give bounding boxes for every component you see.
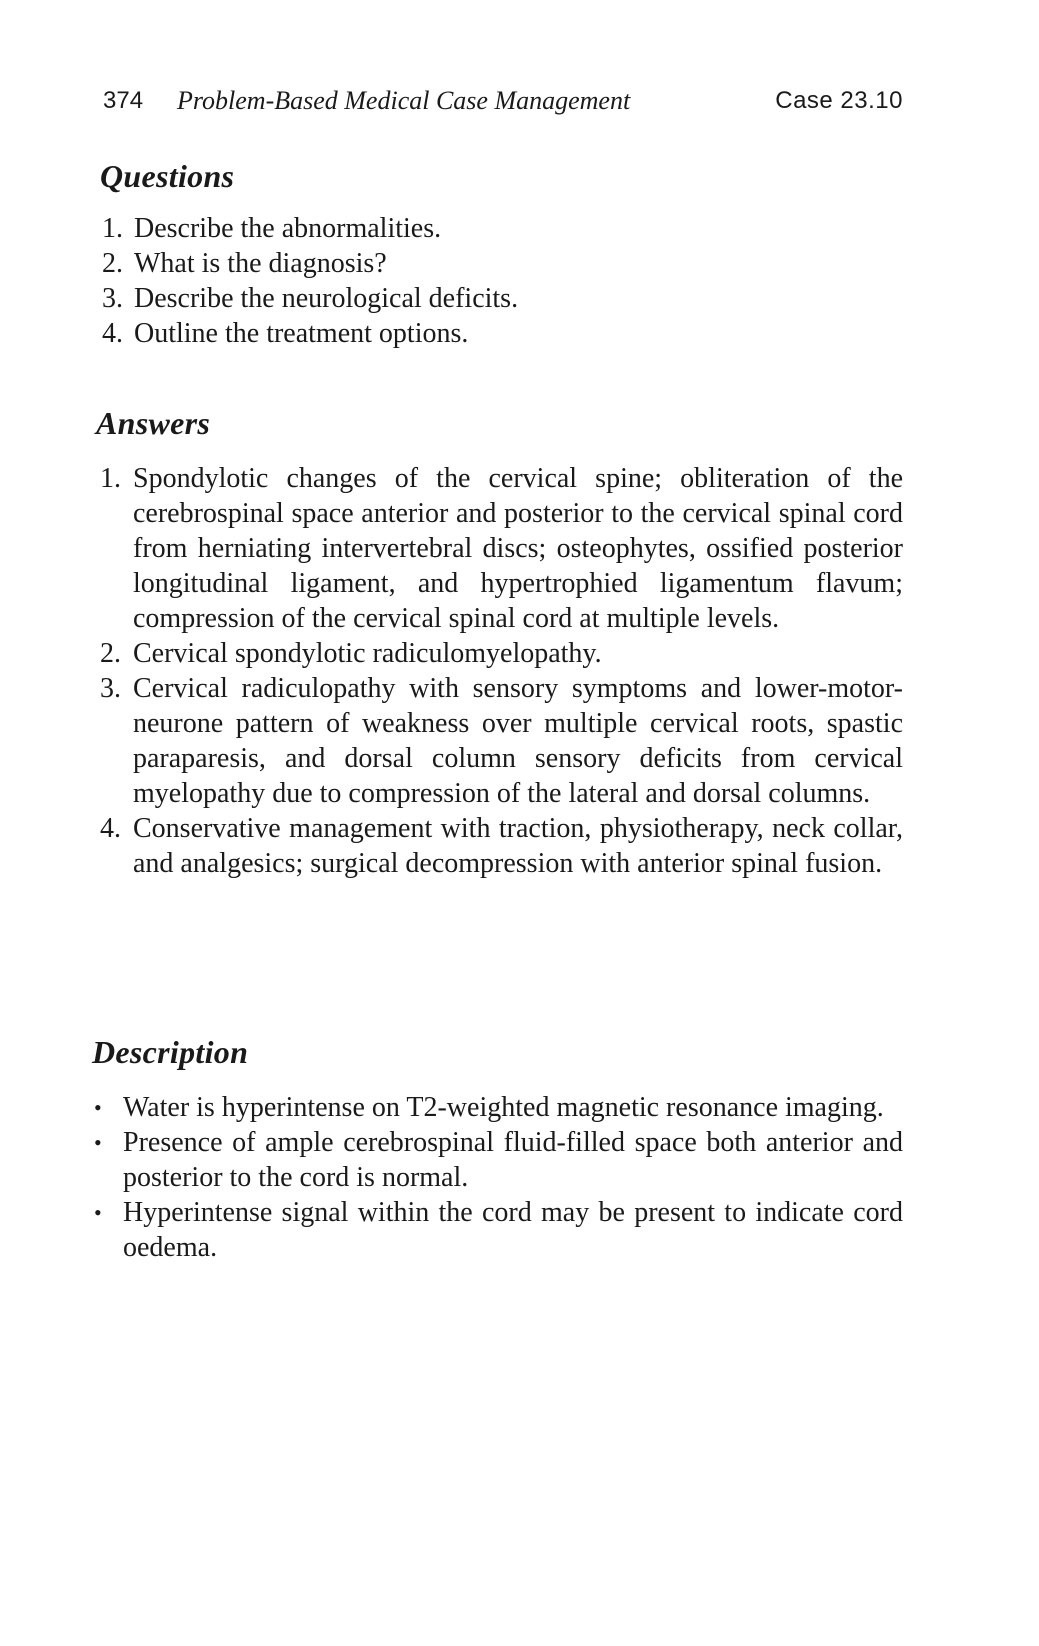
answer-text: Cervical spondylotic radiculomyelopathy. bbox=[133, 638, 602, 669]
bullet-icon: • bbox=[94, 1130, 102, 1155]
questions-list bbox=[96, 211, 903, 351]
answer-number: 3. bbox=[100, 673, 121, 704]
question-item bbox=[96, 246, 903, 281]
answer-item bbox=[96, 671, 903, 811]
question-text: What is the diagnosis? bbox=[134, 248, 387, 279]
description-text: Water is hyperintense on T2-weighted magnetic resonance imaging. bbox=[123, 1092, 884, 1123]
question-item bbox=[96, 211, 903, 246]
bullet-icon: • bbox=[94, 1200, 102, 1225]
questions-heading: Questions bbox=[100, 158, 235, 194]
page-number: 374 bbox=[103, 87, 144, 114]
answer-number: 2. bbox=[100, 638, 121, 669]
answer-item bbox=[96, 636, 903, 671]
running-head bbox=[103, 84, 903, 118]
answer-number: 1. bbox=[100, 463, 121, 494]
answer-item bbox=[96, 461, 903, 636]
answer-item bbox=[96, 811, 903, 881]
case-label: Case 23.10 bbox=[775, 87, 903, 114]
question-item bbox=[96, 316, 903, 351]
question-text: Describe the abnormalities. bbox=[134, 213, 442, 244]
description-list bbox=[92, 1090, 903, 1265]
question-number: 2. bbox=[102, 248, 123, 279]
description-item bbox=[92, 1090, 903, 1125]
questions-section bbox=[96, 156, 903, 351]
answers-list bbox=[96, 461, 903, 881]
description-item bbox=[92, 1125, 903, 1195]
book-title: Problem-Based Medical Case Management bbox=[177, 86, 631, 115]
description-text: Hyperintense signal within the cord may be present to indicate cord oedema. bbox=[123, 1197, 903, 1263]
answer-text: Cervical radiculopathy with sensory symptoms and lower-motor-neurone pattern of weakness over multiple cervical roots, spastic paraparesis, and dorsal column sensory deficits from cervical myelopathy due to compression of the lateral and dorsal columns. bbox=[133, 673, 903, 809]
answer-text: Spondylotic changes of the cervical spine; obliteration of the cerebrospinal space anterior and posterior to the cervical spinal cord from herniating intervertebral discs; osteophytes, ossified posterior longitudinal ligament, and hypertrophied ligamentum flavum; compression of the cervical spinal cord at multiple levels. bbox=[133, 463, 903, 634]
description-item bbox=[92, 1195, 903, 1265]
question-text: Describe the neurological deficits. bbox=[134, 283, 519, 314]
answer-text: Conservative management with traction, physiotherapy, neck collar, and analgesics; surgical decompression with anterior spinal fusion. bbox=[133, 813, 903, 879]
answers-section bbox=[96, 403, 903, 881]
question-number: 4. bbox=[102, 318, 123, 349]
question-text: Outline the treatment options. bbox=[134, 318, 469, 349]
answer-number: 4. bbox=[100, 813, 121, 844]
description-text: Presence of ample cerebrospinal fluid-filled space both anterior and posterior to the cord is normal. bbox=[123, 1127, 903, 1193]
description-heading: Description bbox=[92, 1034, 249, 1070]
answers-heading: Answers bbox=[96, 405, 211, 441]
question-number: 3. bbox=[102, 283, 123, 314]
description-section bbox=[92, 1032, 903, 1265]
question-number: 1. bbox=[102, 213, 123, 244]
bullet-icon: • bbox=[94, 1095, 102, 1120]
question-item bbox=[96, 281, 903, 316]
